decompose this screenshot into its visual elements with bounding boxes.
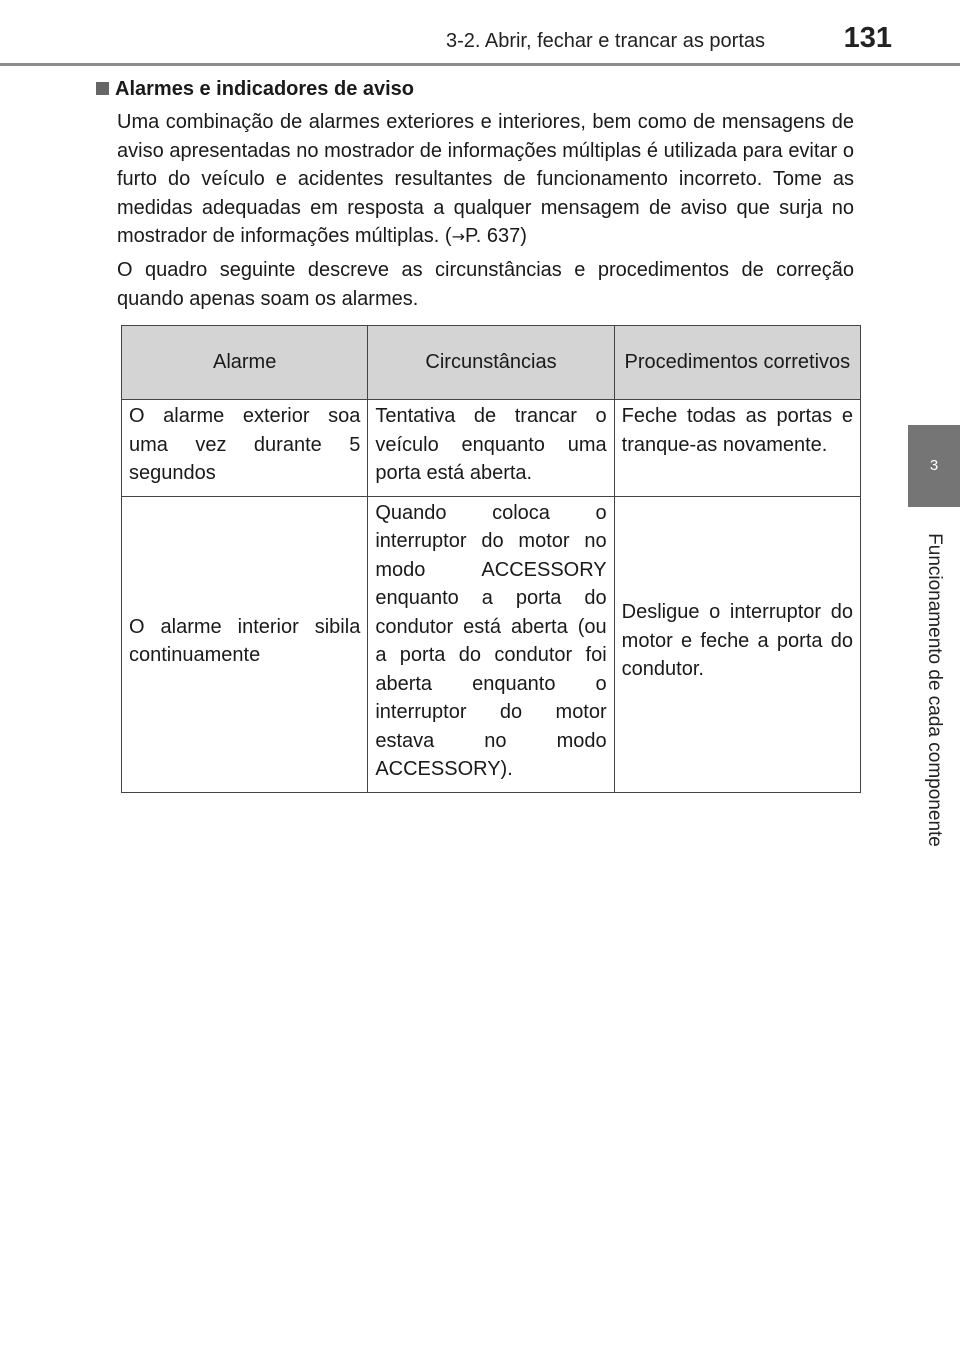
table-cell: O alarme exterior soa uma vez durante 5 segundos [122, 400, 368, 497]
intro-paragraph [117, 108, 854, 252]
page-reference: P. 637) [464, 225, 527, 248]
section-title: 3-2. Abrir, fechar e trancar as portas [445, 30, 765, 52]
alarm-table [121, 325, 861, 793]
chapter-title: Funcionamento de cada componente [924, 533, 945, 847]
column-header-circumstances: Circunstâncias [368, 326, 614, 400]
table-description: O quadro seguinte descreve as circunstâncias e procedimentos de correção quando apenas soam os alarmes. [117, 259, 854, 310]
table-cell: Quando coloca o interruptor do motor no modo ACCESSORY enquanto a porta do condutor está aberta (ou a porta do condutor foi aberta enquanto o interruptor do motor estava no modo ACCESSORY). [368, 496, 614, 792]
table-cell: O alarme interior sibila continuamente [122, 496, 368, 792]
table-header-row [122, 326, 861, 400]
square-bullet-icon [96, 82, 109, 95]
arrow-right-icon: → [451, 227, 465, 247]
chapter-tab: 3 [908, 425, 960, 507]
table-row [122, 400, 861, 497]
column-header-procedures: Procedimentos corretivos [614, 326, 860, 400]
header-rule [0, 63, 960, 66]
page-number: 131 [843, 22, 892, 54]
table-cell: Feche todas as portas e tranque-as novamente. [614, 400, 860, 497]
column-header-alarm: Alarme [122, 326, 368, 400]
intro-paragraph-text: Uma combinação de alarmes exteriores e interiores, bem como de mensagens de aviso apresentadas no mostrador de informações múltiplas é utilizada para evitar o furto do veículo e acidentes resultantes de funcionamento incorreto. Tome as medidas adequadas em resposta a qualquer mensagem de aviso que surja no mostrador de informações múltiplas. ( [117, 111, 854, 248]
table-cell: Tentativa de trancar o veículo enquanto uma porta está aberta. [368, 400, 614, 497]
table-cell: Desligue o interruptor do motor e feche a porta do condutor. [614, 496, 860, 792]
table-row [122, 496, 861, 792]
section-heading [96, 78, 414, 101]
section-heading-text: Alarmes e indicadores de aviso [115, 78, 415, 100]
